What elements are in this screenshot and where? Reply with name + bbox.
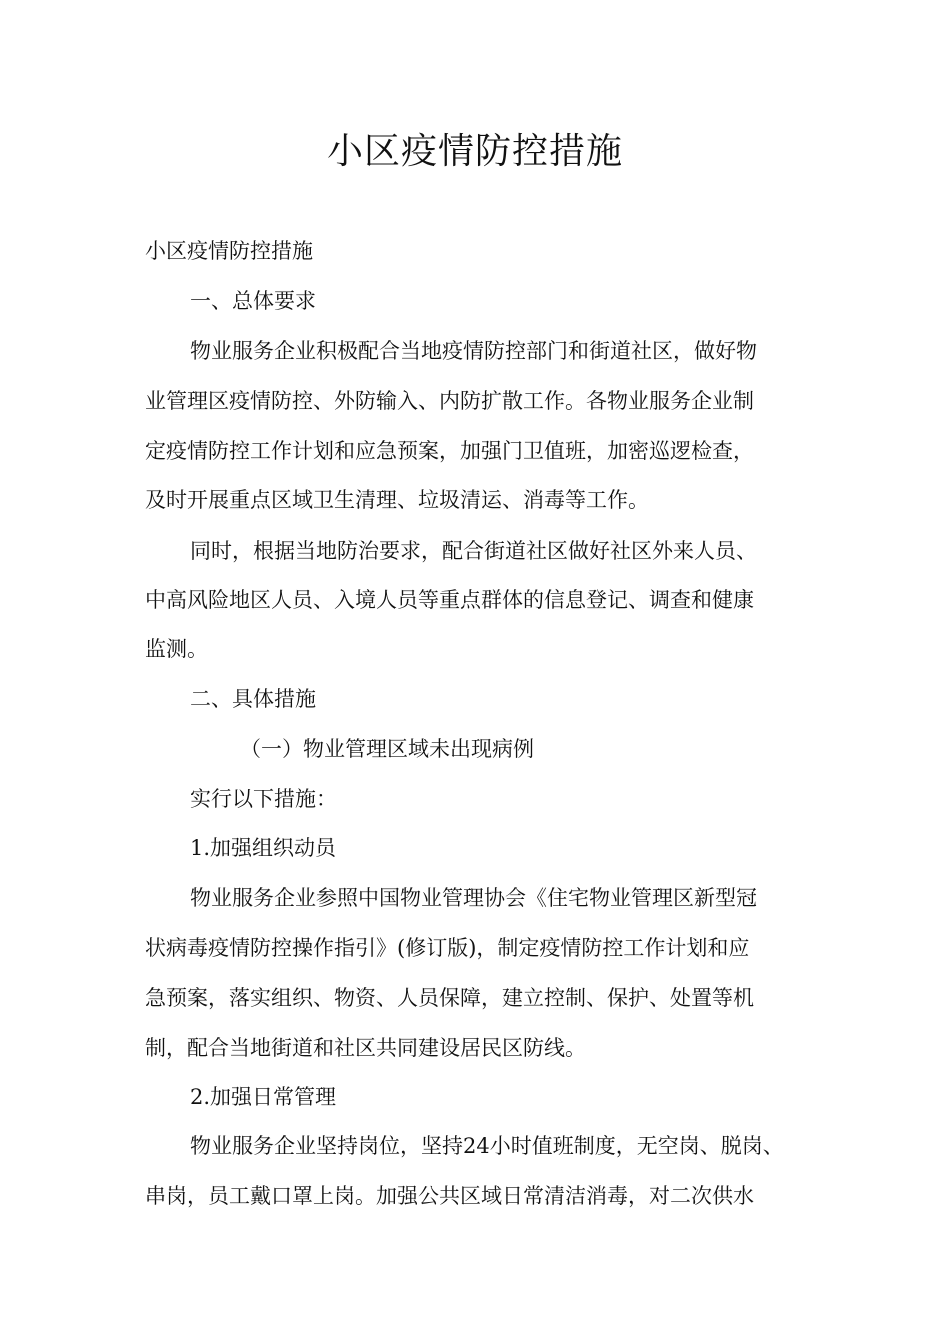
- subtitle-line: 小区疫情防控措施: [145, 239, 313, 263]
- paragraph-line: 及时开展重点区域卫生清理、垃圾清运、消毒等工作。: [145, 488, 649, 512]
- item-heading: 1.加强组织动员: [190, 836, 337, 860]
- paragraph-line: 中高风险地区人员、入境人员等重点群体的信息登记、调查和健康: [145, 588, 754, 612]
- item-heading: 2.加强日常管理: [190, 1085, 337, 1109]
- document-title: 小区疫情防控措施: [326, 131, 623, 172]
- paragraph-line: 物业服务企业积极配合当地疫情防控部门和街道社区，做好物: [190, 339, 757, 363]
- paragraph-line: 制，配合当地街道和社区共同建设居民区防线。: [145, 1036, 586, 1060]
- paragraph-line: 监测。: [145, 637, 208, 661]
- paragraph-line: 状病毒疫情防控操作指引》(修订版)，制定疫情防控工作计划和应: [145, 936, 750, 960]
- paragraph-line: 急预案，落实组织、物资、人员保障，建立控制、保护、处置等机: [145, 986, 754, 1010]
- paragraph-line: 业管理区疫情防控、外防输入、内防扩散工作。各物业服务企业制: [145, 389, 754, 413]
- paragraph-line: 同时，根据当地防治要求，配合街道社区做好社区外来人员、: [190, 539, 757, 563]
- section-heading: 二、具体措施: [190, 687, 316, 711]
- paragraph-line: 实行以下措施：: [190, 787, 337, 811]
- paragraph-line: 串岗，员工戴口罩上岗。加强公共区域日常清洁消毒，对二次供水: [145, 1184, 754, 1208]
- paragraph-line: 定疫情防控工作计划和应急预案，加强门卫值班，加密巡逻检查，: [145, 439, 754, 463]
- paragraph-line: 物业服务企业参照中国物业管理协会《住宅物业管理区新型冠: [190, 886, 757, 910]
- subsection-heading: （一）物业管理区域未出现病例: [240, 737, 534, 761]
- section-heading: 一、总体要求: [190, 289, 316, 313]
- paragraph-line: 物业服务企业坚持岗位，坚持24小时值班制度，无空岗、脱岗、: [190, 1134, 784, 1158]
